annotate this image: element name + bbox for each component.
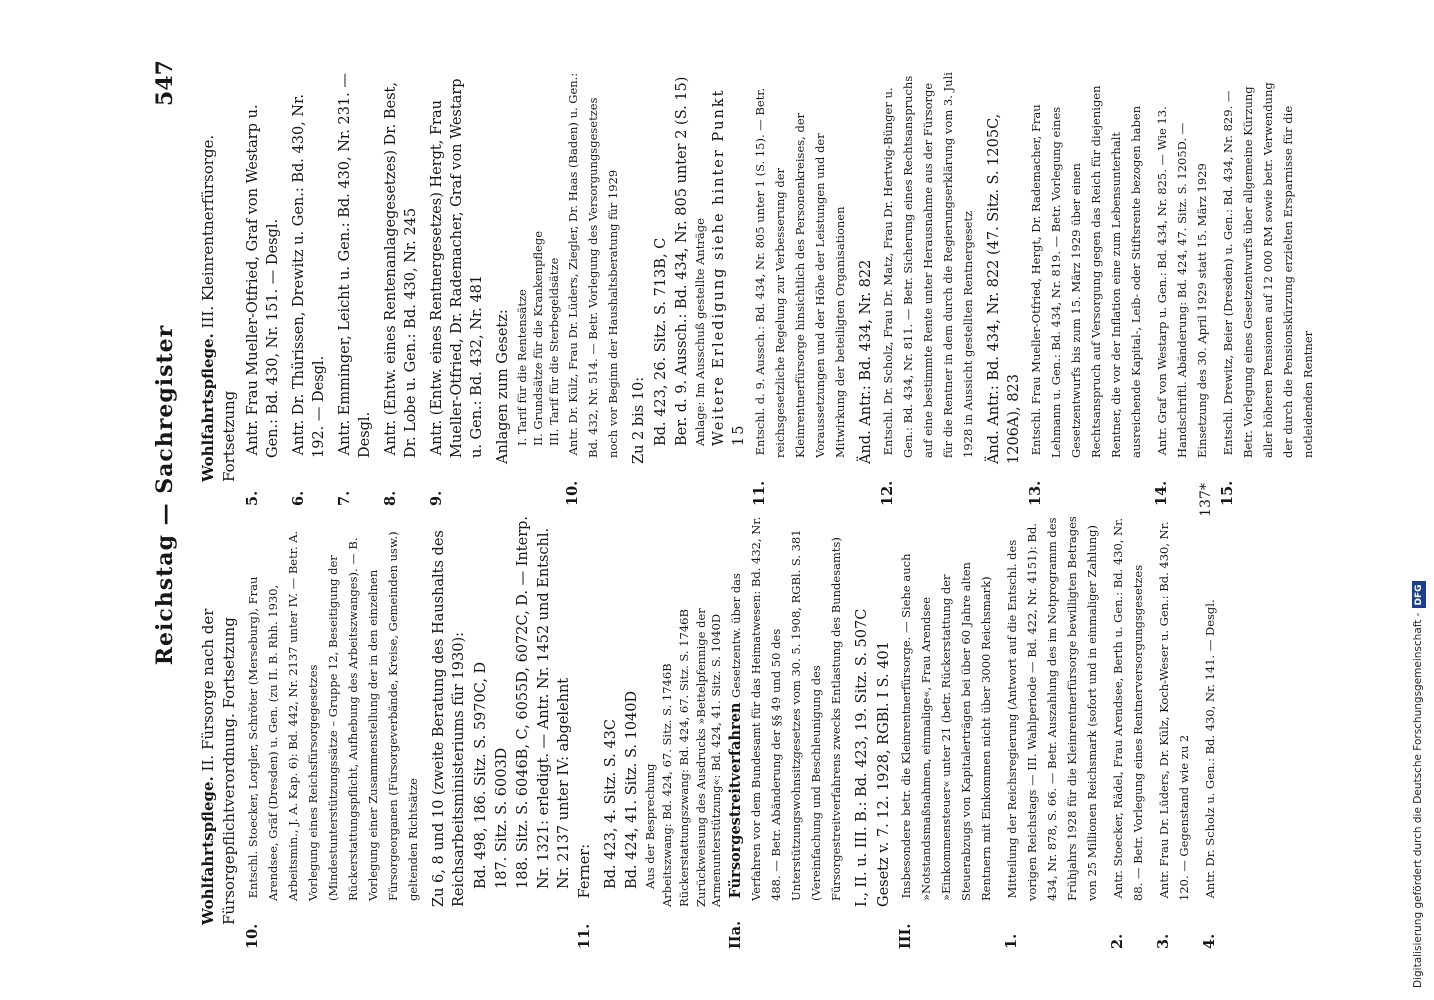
e11-aend-antr: Änd. Antr.: Bd. 434, Nr. 822 [858,259,875,464]
anlage-3: III. Tarif für die Sterbegeldsätze [547,257,562,446]
entry-number: 13. [1027,480,1045,506]
entry-number: 15. [1219,480,1237,506]
entry-text: Antr. Frau Dr. Lüders, Dr. Külz, Koch-Weser u. Gen.: Bd. 430, Nr. 120. — Gegenstand wie zu 2 [1157,521,1192,901]
entry-text: Antr. Dr. Thürissen, Drewitz u. Gen.: Bd. 430, Nr. 192. — Desgl. [291,93,328,458]
entry-number: 5. [244,490,262,506]
right-entry-8 [381,72,421,506]
zu-line-3: 188. Sitz. S. 6046B, C, 6055D, 6072C, D. — Interp. [515,515,532,889]
left-entry-iia [726,515,846,949]
right-entry-6 [289,72,329,506]
left-entry-10 [243,515,423,949]
left-entry-1 [1002,515,1102,949]
zu-line-1: Bd. 498, 186. Sitz. S. 5970C, D [473,661,490,889]
entry-text: Antr. Graf von Westarp u. Gen.: Bd. 434, Nr. 825. — Wie 13. Handschriftl. Abänderung: Bd. 424, 47. Sitz. S. 1205D. — Einsetzung des 30. April 1929 statt 15. März 1929 [1155,106,1210,458]
entry-text: Entschl. d. 9. Aussch.: Bd. 434, Nr. 805 unter 1 (S. 15). — Betr. reichsgesetzliche Regelung zur Verbesserung der Kleinrentnerfürsorge hinsichtlich des Personenkreises, der Voraussetzungen und der Höhe der Leistungen und der Mitwirkung der beteiligten Organisationen [753,87,848,458]
zu-line-2: 187. Sitz. S. 6003D [494,747,511,889]
entry-number: 12. [879,480,897,506]
dfg-logo: DFG [1412,581,1426,608]
zu-2-10-line-3: Anlage: Im Ausschuß gestellte Anträge [693,218,708,446]
entry-text: Ferner: [577,843,594,899]
entry-text: Gesetzentw. über das Verfahren vor dem Bundesamt für das Heimatwesen: Bd. 432, Nr. 488. — Betr. Abänderung der §§ 49 und 50 des Unterstützungswohnsitzgesetzes vom 30. 5. 1908, RGBl. S. 381 (Vereinfachung und Beschleunigung des Fürsorgestreitverfahrens zwecks Entlastung des Bundesamts) [729,516,844,901]
entry-text: Entschl. Frau Mueller-Otfried, Hergt, Dr. Rademacher, Frau Lehmann u. Gen.: Bd. 434, Nr. 819. — Betr. Vorlegung eines Gesetzentwurfs bis zum 15. März 1929 über einen Rechtsanspruch auf Versorgung gegen das Reich für diejenigen Rentner, die vor der Inflation eine zum Lebensunterhalt ausreichende Kapital-, Leib- oder Stiftsrente bezogen haben [1029,85,1144,458]
digitization-note [1408,12,1428,988]
entry-number: IIa. [727,920,745,949]
entry-number: 4. [1201,933,1219,949]
right-entry-12 [878,72,978,506]
entry-number: 7. [336,490,354,506]
entry-text: Entschl. Dr. Scholz, Frau Dr. Matz, Frau Dr. Hertwig-Bünger u. Gen.: Bd. 434, Nr. 811. — Betr. Sicherung eines Rechtsanspruchs auf eine bestimmte Rente unter Herausnahme aus der Fürsorge für die Rentner in dem durch die Regierungserklärung vom 3. Juli 1928 in Aussicht gestellten Rentnergesetz [881,72,976,458]
zu-heading: Zu 6, 8 und 10 (zweite Beratung des Haushalts des Reichsarbeitsministeriums für 1930): [431,530,468,907]
entry-number: 1. [1003,933,1021,949]
entry-text: Mitteilung der Reichsregierung (Antwort auf die Entschl. des vorigen Reichstags — III. Wahlperiode — Bd. 422, Nr. 4151): Bd. 434, Nr. 878, S. 66. — Betr. Auszahlung des im Notprogramm des Frühjahrs 1928 für die Kleinrentnerfürsorge bewilligten Betrages von 25 Millionen Reichsmark (sofort und in einmaliger Zahlung) [1005,516,1100,901]
right-entry-9 [427,72,487,506]
entry-text: Entschl. Drewitz, Beier (Dresden) u. Gen.: Bd. 434, Nr. 829. — Betr. Vorlegung eines Gesetzentwurfs über allgemeine Kürzung aller höheren Pensionen auf 12 000 RM sowie betr. Verwendung der durch die Pensionskürzung erzielten Ersparnisse für die notleidenden Rentner [1221,82,1316,458]
right-entry-10 [563,72,623,506]
ferner-line-5: Rückerstattungszwang: Bd. 424, 67. Sitz. S. 1746B [677,609,692,907]
entry-number: 10. [244,923,262,949]
entry-text: Entschl. Stoecker, Lorgler, Schröter (Merseburg), Frau Arendsee, Gräf (Dresden) u. Gen. (zu II. B. Rhh. 1930, Arbeitsmin., J. A. Kap. 6): Bd. 442, Nr. 2137 unter IV. — Betr. A. Vorlegung eines Reichsfürsorgegesetzes (Mindestunterstützungssätze – Gruppe 12, Beseitigung der Rückerstattungspflicht, Aufhebung des Arbeitszwanges). — B. Vorlegung einer Zusammenstellung der in den einzelnen Fürsorgeorganen (Fürsorgeverbände, Kreise, Gemeinden usw.) geltenden Richtsätze [246,530,421,901]
right-entry-11 [750,72,850,506]
left-heading-bold: Wohlfahrtspflege. [199,776,217,925]
anlage-2: II. Grundsätze für die Krankenpflege [531,230,546,446]
zu-2-10-line-4: Weitere Erledigung siehe hinter Punkt 15 [711,88,748,446]
left-column-heading [198,515,239,925]
ferner-line-3: Aus der Besprechung [643,763,658,889]
entry-text: Antr. Dr. Scholz u. Gen.: Bd. 430, Nr. 141. — Desgl. [1203,599,1218,899]
entry-number: 9. [428,490,446,506]
left-entry-2 [1108,515,1148,949]
right-heading-rest: III. Kleinrentnerfürsorge. Fortsetzung [199,134,238,482]
entry-text: Antr. Stoecker, Rädel, Frau Arendsee, Berth u. Gen.: Bd. 430, Nr. 88. — Betr. Vorlegung eines Rentnerversorgungsgesetzes [1111,517,1146,901]
entry-number: 11. [576,923,594,949]
entry-number: 2. [1109,933,1127,949]
entry-number: 8. [382,490,400,506]
entry-text: Antr. Dr. Külz, Frau Dr. Lüders, Ziegler, Dr. Haas (Baden) u. Gen.: Bd. 432, Nr. 514. — Betr. Vorlegung des Versorgungsgesetzes noch vor Beginn der Haushaltsberatung für 1929 [566,72,621,458]
zu-2-10-line-2: Ber. d. 9. Aussch.: Bd. 434, Nr. 805 unter 2 (S. 15) [674,76,691,446]
entry-number: III. [897,923,915,949]
anlage-1: I. Tarif für die Rentensätze [515,289,530,446]
left-entry-11 [575,515,595,949]
right-column-heading [198,72,239,482]
entry-number: 3. [1155,933,1173,949]
zu-line-4: Nr. 1321: erledigt. — Antr. Nr. 1452 und Entschl. Nr. 2137 unter IV: abgelehnt [536,527,573,889]
ferner-line-4: Arbeitszwang: Bd. 424, 67. Sitz. S. 1746B [660,663,675,907]
running-title: Reichstag — Sachregister [152,324,178,666]
right-entry-7 [335,72,375,506]
left-heading-rest: II. Fürsorge nach der Fürsorgepflichtverordnung. Fortsetzung [199,608,238,925]
page-number: 547 [152,60,178,106]
entry-text: Antr. (Entw. eines Rentenanlagegesetzes) Dr. Best, Dr. Lobe u. Gen.: Bd. 430, Nr. 245 [383,82,420,458]
entry-text: Antr. Emminger, Leicht u. Gen.: Bd. 430, Nr. 231. — Desgl. [337,73,374,458]
e12-aend-antr: Änd. Antr.: Bd. 434, Nr. 822 (47. Sitz. S. 1205C, 1206A), 823 [986,113,1023,464]
digitization-text: Digitalisierung gefördert durch die Deutsche Forschungsgemeinschaft - [1412,612,1424,988]
entry-text: Antr. (Entw. eines Rentnergesetzes) Hergt, Frau Mueller-Otfried, Dr. Rademacher, Graf von Westarp u. Gen.: Bd. 432, Nr. 481 [429,78,486,458]
ferner-line-1: Bd. 423, 4. Sitz. S. 43C [603,719,620,889]
left-entry-3 [1154,515,1194,949]
entry-number: 10. [564,480,582,506]
page-header [152,60,182,930]
entry-heading: Fürsorgestreitverfahren [727,702,745,899]
right-heading-bold: Wohlfahrtspflege. [199,333,217,482]
rotated-page [80,0,1434,1000]
ferner-line-2: Bd. 424, 41. Sitz. S. 1040D [624,690,641,889]
right-entry-13 [1026,72,1146,506]
right-entry-15 [1218,72,1318,506]
right-entry-5 [243,72,283,506]
entry-number: 6. [290,490,308,506]
entry-text: Antr. Frau Mueller-Otfried, Graf von Westarp u. Gen.: Bd. 430, Nr. 151. — Desgl. [245,104,282,458]
signature-mark: 137* [1198,483,1214,517]
left-entry-iii [896,515,996,949]
entry-text: Insbesondere betr. die Kleinrentnerfürsorge. — Siehe auch »Notstandsmaßnahmen, einmalige«, Frau Arendsee »Einkommensteuer« unter 21 (betr. Rückerstattung der Steuerabzugs von Kapitalerträgen bei über 60 Jahre alten Rentnern mit Einkommen nicht über 3000 Reichsmark) [899,553,994,901]
zu-2-10-heading: Zu 2 bis 10: [631,376,648,464]
entry-number: 11. [751,480,769,506]
iia-line-2: I., II. u. III. B.: Bd. 423, 19. Sitz. S. 507C [854,608,871,907]
entry-number: 14. [1153,480,1171,506]
ferner-line-6: Zurückweisung des Ausdrucks »Bettelpfennige der Armenunterstützung«: Bd. 424, 41. Sitz. S. 1040D [694,608,724,907]
left-column [198,515,1226,949]
anlagen-heading: Anlagen zum Gesetz: [495,309,512,464]
iia-line-3: Gesetz v. 7. 12. 1928, RGBl. I S. 401 [876,641,893,907]
zu-2-10-line-1: Bd. 423, 26. Sitz. S. 713B, C [653,237,670,446]
